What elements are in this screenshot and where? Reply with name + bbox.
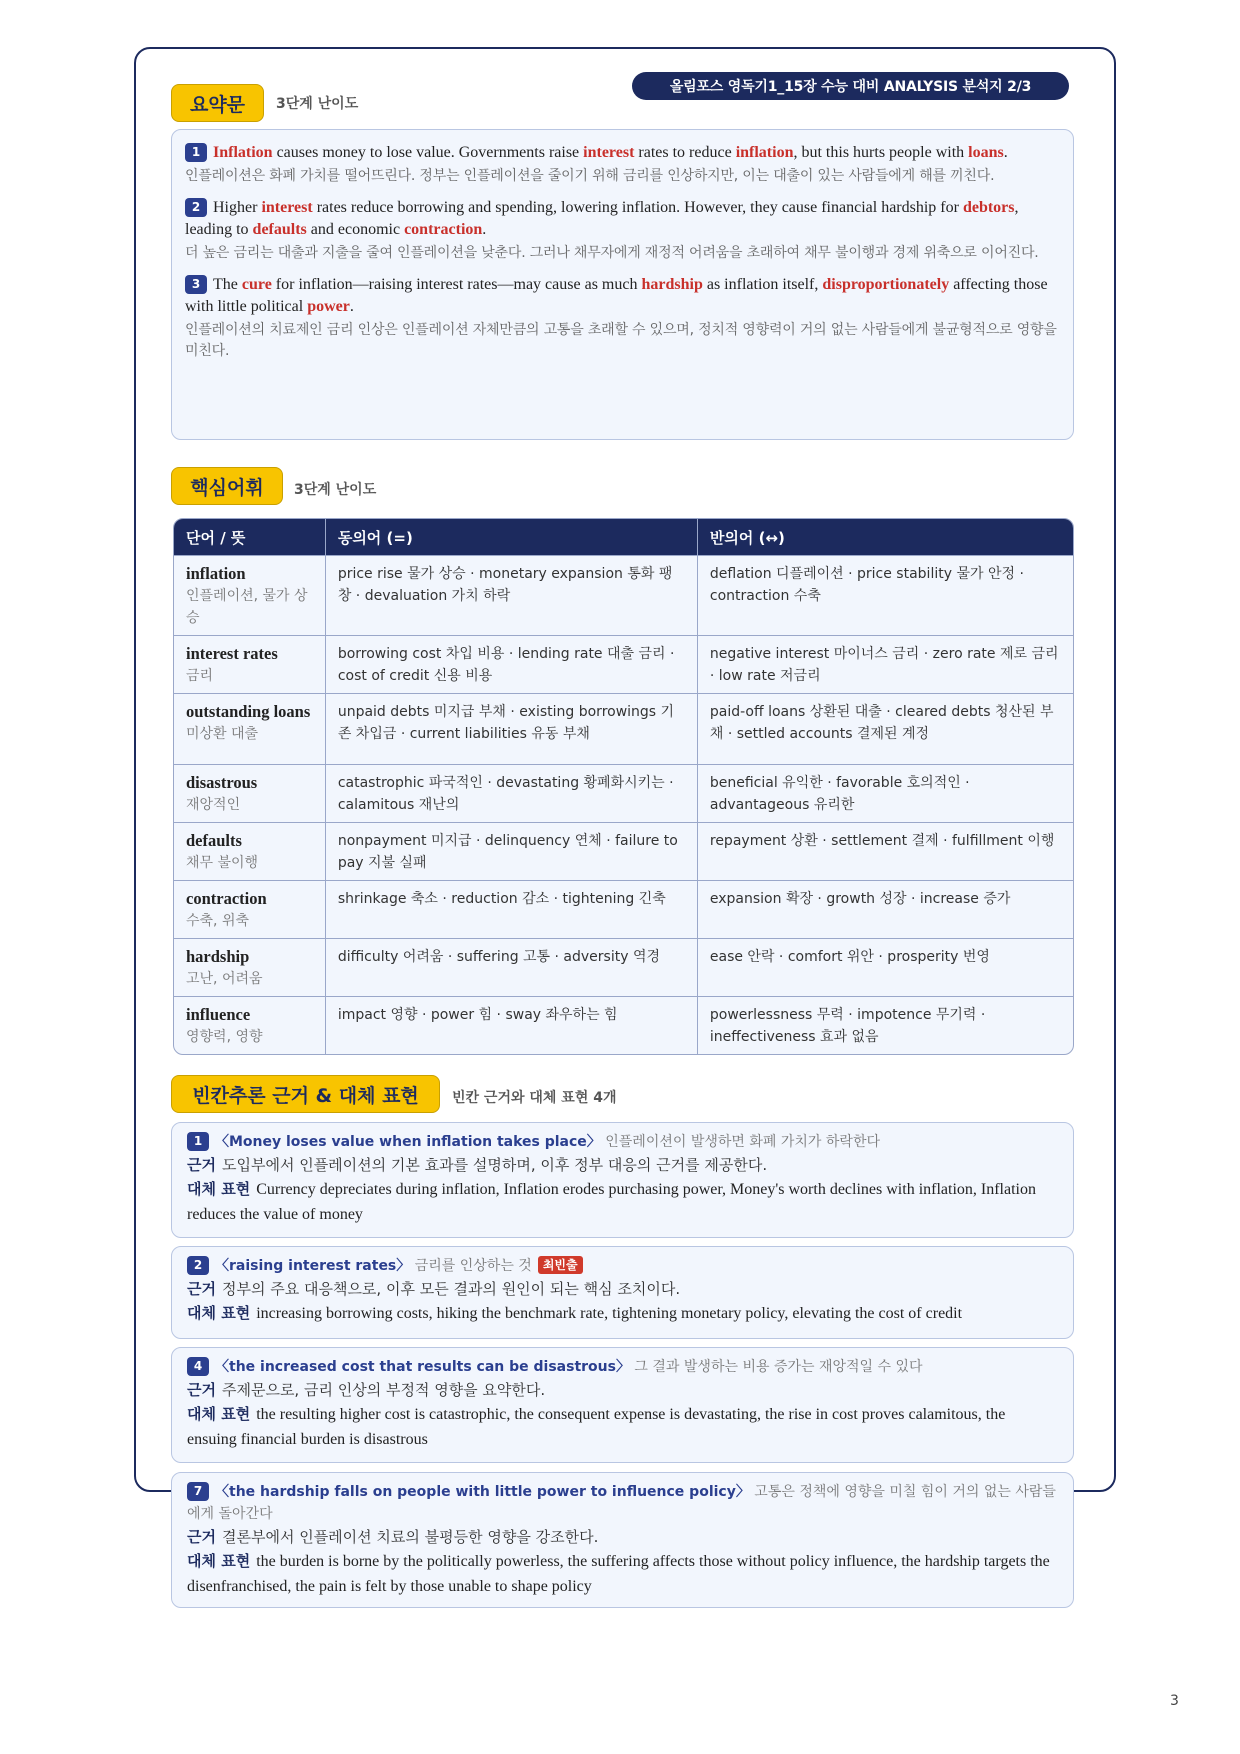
vocab-synonyms: borrowing cost 차입 비용 · lending rate 대출 금리 · cost of credit 신용 비용 (325, 635, 697, 693)
evidence-card (171, 1347, 1074, 1463)
vocab-row (174, 635, 1073, 693)
basis-label: 근거 (187, 1528, 216, 1546)
page-number: 3 (1170, 1693, 1179, 1709)
item-number-badge: 1 (187, 1132, 209, 1151)
vocab-meaning: 인플레이션, 물가 상승 (186, 588, 308, 626)
basis-label: 근거 (187, 1381, 216, 1399)
vocab-antonyms: deflation 디플레이션 · price stability 물가 안정 · contraction 수축 (697, 555, 1073, 635)
vocab-table (173, 518, 1074, 1055)
blank-phrase: 〈raising interest rates〉 (215, 1258, 411, 1274)
vocab-meaning: 고난, 어려움 (186, 971, 263, 987)
vocab-word: interest rates (186, 644, 278, 663)
summary-tag: 요약문 (171, 84, 264, 122)
vocab-word-cell (174, 880, 325, 938)
evidence-heading (187, 1255, 1059, 1277)
basis-label: 근거 (187, 1156, 216, 1174)
vocab-word-cell (174, 693, 325, 764)
keyword-highlight: power (307, 298, 350, 315)
vocab-word: contraction (186, 889, 267, 908)
phrase-translation: 그 결과 발생하는 비용 증가는 재앙적일 수 있다 (629, 1359, 923, 1375)
summary-text: . (1003, 144, 1008, 161)
summary-text: and economic (306, 221, 405, 238)
keyword-highlight: cure (241, 276, 272, 293)
vocab-tag: 핵심어휘 (171, 467, 283, 505)
alternative-label: 대체 표현 (187, 1304, 251, 1322)
item-number-badge: 1 (185, 143, 207, 162)
vocab-word-cell (174, 938, 325, 996)
keyword-highlight: disproportionately (822, 276, 950, 293)
vocab-meaning: 금리 (186, 668, 214, 684)
keyword-highlight: contraction (404, 221, 483, 238)
evidence-card (171, 1122, 1074, 1238)
vocab-antonyms: powerlessness 무력 · impotence 무기력 · ineffectiveness 효과 없음 (697, 996, 1073, 1054)
summary-text: The (213, 276, 242, 293)
blank-phrase: 〈the increased cost that results can be disastrous〉 (215, 1359, 630, 1375)
keyword-highlight: debtors (962, 199, 1015, 216)
item-number-badge: 2 (187, 1256, 209, 1275)
vocab-word: disastrous (186, 773, 258, 792)
vocab-antonyms: ease 안락 · comfort 위안 · prosperity 번영 (697, 938, 1073, 996)
evidence-heading (187, 1356, 1059, 1378)
vocab-word: influence (186, 1005, 251, 1024)
vocab-row (174, 693, 1073, 764)
summary-text: . (349, 298, 354, 315)
vocab-row (174, 764, 1073, 822)
summary-text: rates reduce borrowing and spending, lowering inflation. However, they cause financial hardship for (312, 199, 963, 216)
vocab-word-cell (174, 996, 325, 1054)
item-number-badge: 3 (185, 275, 207, 294)
keyword-highlight: loans (968, 144, 1004, 161)
summary-text: rates to reduce (634, 144, 736, 161)
phrase-translation: 금리를 인상하는 것 (410, 1258, 532, 1274)
alternative-text: Currency depreciates during inflation, Inflation erodes purchasing power, Money's worth declines with inflation, Inflation reduces the value of money (187, 1181, 1036, 1223)
vocab-word-cell (174, 764, 325, 822)
vocab-synonyms: difficulty 어려움 · suffering 고통 · adversity 역경 (325, 938, 697, 996)
vocab-word-cell (174, 635, 325, 693)
header-word: 단어 / 뜻 (174, 519, 325, 555)
summary-text: , but this hurts people with (793, 144, 969, 161)
summary-list (185, 142, 1059, 362)
summary-korean: 인플레이션의 치료제인 금리 인상은 인플레이션 자체만큼의 고통을 초래할 수 있으며, 정치적 영향력이 거의 없는 사람들에게 불균형적으로 영향을 미친다. (185, 322, 1057, 359)
evidence-card (171, 1472, 1074, 1608)
vocab-word-cell (174, 822, 325, 880)
vocab-meaning: 수축, 위축 (186, 913, 249, 929)
vocab-word: outstanding loans (186, 702, 311, 721)
summary-difficulty: 3단계 난이도 (276, 96, 359, 112)
alternative-label: 대체 표현 (187, 1552, 251, 1570)
basis-label: 근거 (187, 1280, 216, 1298)
phrase-translation: 고통은 정책에 영향을 미칠 힘이 거의 없는 사람들에게 돌아간다 (187, 1484, 1056, 1522)
keyword-highlight: interest (583, 144, 635, 161)
evidence-heading (187, 1131, 1059, 1153)
alternative-text: increasing borrowing costs, hiking the benchmark rate, tightening monetary policy, elevating the cost of credit (256, 1305, 963, 1322)
vocab-antonyms: paid-off loans 상환된 대출 · cleared debts 청산된 부채 · settled accounts 결제된 계정 (697, 693, 1073, 764)
vocab-antonyms: repayment 상환 · settlement 결제 · fulfillment 이행 (697, 822, 1073, 880)
keyword-highlight: inflation (735, 144, 794, 161)
evidence-card (171, 1246, 1074, 1339)
summary-english (185, 274, 1059, 318)
keyword-highlight: interest (261, 199, 313, 216)
vocab-row (174, 996, 1073, 1054)
summary-text: . (482, 221, 487, 238)
header-antonym: 반의어 (↔) (697, 519, 1073, 555)
vocab-header-row (174, 519, 1073, 555)
summary-text: affecting those with little political (185, 276, 1048, 315)
summary-english (185, 197, 1059, 241)
vocab-antonyms: expansion 확장 · growth 성장 · increase 증가 (697, 880, 1073, 938)
summary-item (185, 142, 1059, 187)
evidence-tag: 빈칸추론 근거 & 대체 표현 (171, 1075, 440, 1113)
vocab-word: hardship (186, 947, 250, 966)
summary-text: , leading to (185, 199, 1019, 238)
blank-phrase: 〈the hardship falls on people with little power to influence policy〉 (215, 1484, 750, 1500)
evidence-heading (187, 1481, 1059, 1525)
vocab-synonyms: shrinkage 축소 · reduction 감소 · tightening 긴축 (325, 880, 697, 938)
alternative-line (187, 1301, 1059, 1326)
vocab-row (174, 822, 1073, 880)
basis-text: 결론부에서 인플레이션 치료의 불평등한 영향을 강조한다. (221, 1528, 599, 1546)
summary-text: Higher (213, 199, 262, 216)
alternative-text: the burden is borne by the politically powerless, the suffering affects those without policy influence, the hardship targets the disenfranchised, the pain is felt by those unable to shape policy (187, 1553, 1050, 1595)
summary-korean: 인플레이션은 화폐 가치를 떨어뜨린다. 정부는 인플레이션을 줄이기 위해 금리를 인상하지만, 이는 대출이 있는 사람들에게 해를 끼친다. (185, 168, 995, 184)
basis-text: 주제문으로, 금리 인상의 부정적 영향을 요약한다. (221, 1381, 546, 1399)
header-title: 올림포스 영독기1_15장 수능 대비 ANALYSIS 분석지 2/3 (632, 72, 1069, 100)
vocab-synonyms: price rise 물가 상승 · monetary expansion 통화 팽창 · devaluation 가치 하락 (325, 555, 697, 635)
summary-item (185, 197, 1059, 264)
vocab-word: defaults (186, 831, 242, 850)
alternative-line (187, 1177, 1059, 1227)
alternative-label: 대체 표현 (187, 1180, 251, 1198)
keyword-highlight: defaults (252, 221, 307, 238)
vocab-word-cell (174, 555, 325, 635)
basis-line (187, 1525, 1059, 1549)
alternative-line (187, 1402, 1059, 1452)
vocab-row (174, 938, 1073, 996)
basis-line (187, 1378, 1059, 1402)
item-number-badge: 7 (187, 1482, 209, 1501)
vocab-difficulty: 3단계 난이도 (294, 482, 377, 498)
basis-line (187, 1153, 1059, 1177)
frequency-badge: 최빈출 (538, 1256, 583, 1274)
vocab-meaning: 재앙적인 (186, 797, 241, 813)
alternative-line (187, 1549, 1059, 1599)
blank-phrase: 〈Money loses value when inflation takes place〉 (215, 1134, 601, 1150)
vocab-meaning: 미상환 대출 (186, 726, 259, 742)
summary-korean: 더 높은 금리는 대출과 지출을 줄여 인플레이션을 낮춘다. 그러나 채무자에게 재정적 어려움을 초래하여 채무 불이행과 경제 위축으로 이어진다. (185, 245, 1039, 261)
basis-text: 정부의 주요 대응책으로, 이후 모든 결과의 원인이 되는 핵심 조치이다. (221, 1280, 681, 1298)
vocab-row (174, 555, 1073, 635)
basis-text: 도입부에서 인플레이션의 기본 효과를 설명하며, 이후 정부 대응의 근거를 제공한다. (221, 1156, 768, 1174)
alternative-text: the resulting higher cost is catastrophic, the consequent expense is devastating, the rise in cost proves calamitous, the ensuing financial burden is disastrous (187, 1406, 1006, 1448)
vocab-antonyms: negative interest 마이너스 금리 · zero rate 제로 금리 · low rate 저금리 (697, 635, 1073, 693)
vocab-synonyms: unpaid debts 미지급 부채 · existing borrowings 기존 차입금 · current liabilities 유동 부채 (325, 693, 697, 764)
vocab-synonyms: catastrophic 파국적인 · devastating 황폐화시키는 · calamitous 재난의 (325, 764, 697, 822)
vocab-word: inflation (186, 564, 246, 583)
summary-text: causes money to lose value. Governments raise (272, 144, 584, 161)
keyword-highlight: Inflation (213, 144, 273, 161)
vocab-meaning: 영향력, 영향 (186, 1029, 263, 1045)
basis-line (187, 1277, 1059, 1301)
vocab-row (174, 880, 1073, 938)
item-number-badge: 2 (185, 198, 207, 217)
vocab-synonyms: impact 영향 · power 힘 · sway 좌우하는 힘 (325, 996, 697, 1054)
alternative-label: 대체 표현 (187, 1405, 251, 1423)
vocab-synonyms: nonpayment 미지급 · delinquency 연체 · failure to pay 지불 실패 (325, 822, 697, 880)
vocab-antonyms: beneficial 유익한 · favorable 호의적인 · advantageous 유리한 (697, 764, 1073, 822)
vocab-meaning: 채무 불이행 (186, 855, 259, 871)
item-number-badge: 4 (187, 1357, 209, 1376)
summary-item (185, 274, 1059, 362)
header-synonym: 동의어 (=) (325, 519, 697, 555)
summary-english (185, 142, 1059, 164)
summary-text: for inflation—raising interest rates—may cause as much (271, 276, 642, 293)
summary-box (171, 129, 1074, 440)
summary-text: as inflation itself, (702, 276, 823, 293)
keyword-highlight: hardship (641, 276, 703, 293)
phrase-translation: 인플레이션이 발생하면 화폐 가치가 하락한다 (600, 1134, 881, 1150)
evidence-subtitle: 빈칸 근거와 대체 표현 4개 (452, 1090, 617, 1106)
